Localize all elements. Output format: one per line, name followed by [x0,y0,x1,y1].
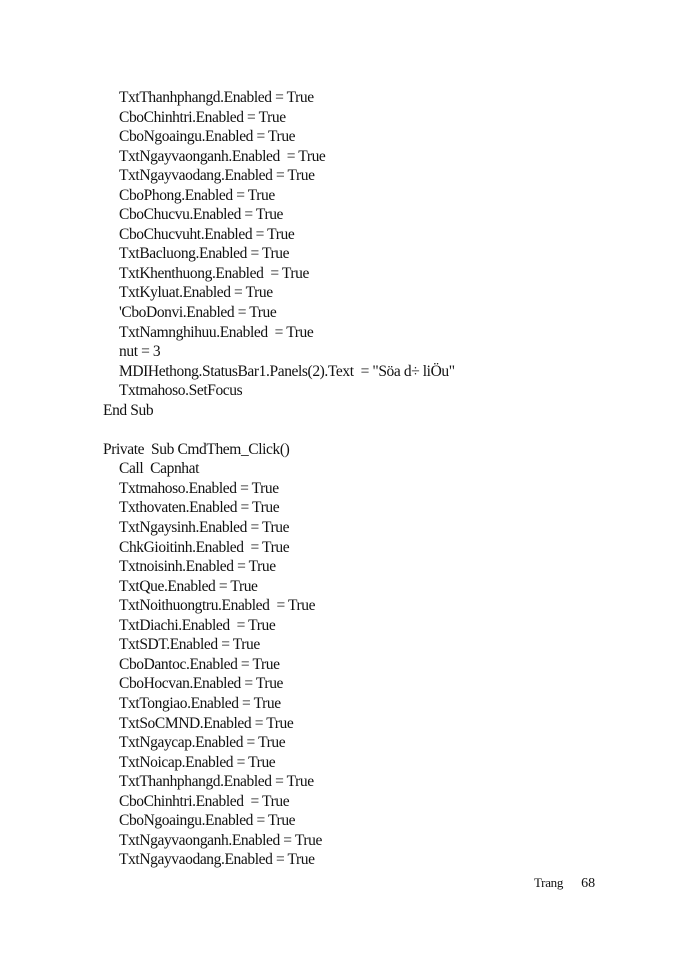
code-line: ChkGioitinh.Enabled = True [119,538,290,556]
code-line: CboPhong.Enabled = True [119,186,275,204]
code-line: TxtNgayvaonganh.Enabled = True [119,831,322,849]
code-line: TxtSoCMND.Enabled = True [119,714,294,732]
code-line: TxtThanhphangd.Enabled = True [119,773,314,791]
code-line: CboNgoaingu.Enabled = True [119,128,296,146]
page-footer [534,874,595,892]
code-line: TxtNgayvaonganh.Enabled = True [119,147,326,165]
page-label: Trang [534,875,564,890]
code-line: CboChucvu.Enabled = True [119,206,284,224]
code-line: CboChinhtri.Enabled = True [119,108,286,126]
code-line: End Sub [103,401,154,419]
code-line: TxtTongiao.Enabled = True [119,694,281,712]
code-line: TxtNamnghihuu.Enabled = True [119,323,314,341]
code-line: Txtnoisinh.Enabled = True [119,558,276,576]
code-line: TxtKyluat.Enabled = True [119,284,273,302]
code-line: TxtNoicap.Enabled = True [119,753,276,771]
code-line: Txthovaten.Enabled = True [119,499,280,517]
code-line: CboChucvuht.Enabled = True [119,225,295,243]
code-line: CboNgoaingu.Enabled = True [119,812,296,830]
code-block [103,88,455,870]
code-line: TxtQue.Enabled = True [119,577,258,595]
page-number: 68 [581,876,596,891]
code-line: TxtDiachi.Enabled = True [119,616,276,634]
code-line: CboHocvan.Enabled = True [119,675,284,693]
code-line: TxtNgaysinh.Enabled = True [119,519,290,537]
code-line: TxtThanhphangd.Enabled = True [119,89,314,106]
code-line: TxtNgaycap.Enabled = True [119,734,286,752]
code-line: TxtKhenthuong.Enabled = True [119,264,310,282]
code-line: Txtmahoso.SetFocus [119,382,243,400]
code-line: TxtSDT.Enabled = True [119,636,260,654]
code-line: TxtNgayvaodang.Enabled = True [119,167,315,185]
code-line: 'CboDonvi.Enabled = True [119,304,277,322]
code-line: TxtNgayvaodang.Enabled = True [119,851,315,869]
code-line: Call Capnhat [119,460,200,478]
code-line: CboChinhtri.Enabled = True [119,792,290,810]
code-line: Private Sub CmdThem_Click() [103,440,290,458]
code-line: nut = 3 [119,343,161,361]
code-line: CboDantoc.Enabled = True [119,655,280,673]
code-line: Txtmahoso.Enabled = True [119,479,279,497]
code-line: TxtBacluong.Enabled = True [119,245,290,263]
blank-line [103,420,455,440]
code-line: TxtNoithuongtru.Enabled = True [119,597,316,615]
code-line: MDIHethong.StatusBar1.Panels(2).Text = "Söa d÷ liÖu" [119,362,455,380]
